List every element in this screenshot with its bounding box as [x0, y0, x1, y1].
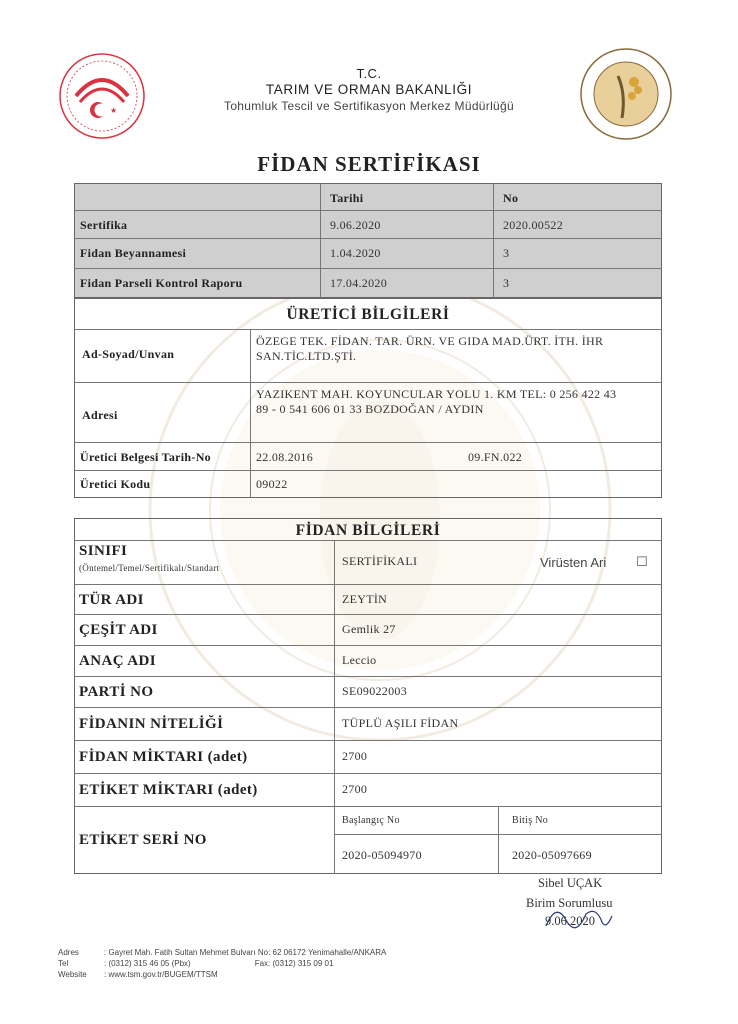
producer-code-value: 09022: [256, 477, 288, 491]
producer-name-line1: ÖZEGE TEK. FİDAN. TAR. ÜRN. VE GIDA MAD.ÜRT. İTH. İHR: [256, 334, 604, 348]
producer-section-title: ÜRETİCİ BİLGİLERİ: [286, 306, 450, 323]
lot-no-label: PARTİ NO: [79, 684, 154, 700]
footer-address: : Gayret Mah. Fatih Sultan Mehmet Bulvarı No: 62 06172 Yenimahalle/ANKARA: [104, 948, 387, 957]
sapling-quantity-label: FİDAN MİKTARI (adet): [79, 749, 248, 765]
row-declaration-label: Fidan Beyannamesi: [80, 246, 187, 260]
species-value: ZEYTİN: [342, 592, 388, 606]
footer-website[interactable]: : www.tsm.gov.tr/BUGEM/TTSM: [104, 970, 218, 979]
quality-label: FİDANIN NİTELİĞİ: [79, 716, 224, 732]
variety-label: ÇEŞİT ADI: [79, 622, 158, 638]
label-quantity-label: ETİKET MİKTARI (adet): [79, 782, 258, 798]
species-label: TÜR ADI: [79, 592, 144, 608]
footer-fax: Fax: (0312) 315 09 01: [254, 959, 334, 968]
signatory-title: Birim Sorumlusu: [526, 896, 613, 910]
col-no-header: No: [503, 191, 519, 205]
producer-cert-label: Üretici Belgesi Tarih-No: [80, 450, 211, 464]
quality-value: TÜPLÜ AŞILI FİDAN: [342, 716, 459, 730]
producer-address-line2: 89 - 0 541 606 01 33 BOZDOĞAN / AYDIN: [256, 402, 484, 416]
handwritten-signature: [540, 896, 620, 936]
svg-text:★: ★: [110, 106, 118, 115]
row-certificate-no: 2020.00522: [503, 218, 563, 232]
row-declaration-date: 1.04.2020: [330, 246, 381, 260]
producer-code-label: Üretici Kodu: [80, 477, 151, 491]
footer-address-key: Adres: [58, 948, 79, 957]
producer-name-line2: SAN.TİC.LTD.ŞTİ.: [256, 349, 357, 363]
variety-value: Gemlik 27: [342, 622, 396, 636]
label-quantity-value: 2700: [342, 782, 368, 796]
serial-no-label: ETİKET SERİ NO: [79, 832, 207, 848]
serial-start-label: Başlangıç No: [342, 815, 400, 826]
sapling-section-title: FİDAN BİLGİLERİ: [295, 522, 441, 539]
virus-free-label: Virüsten Ari: [540, 555, 607, 570]
document-title: FİDAN SERTİFİKASI: [257, 152, 481, 176]
class-label: SINIFI: [79, 543, 128, 559]
row-declaration-no: 3: [503, 246, 510, 260]
lot-no-value: SE09022003: [342, 684, 408, 698]
rootstock-value: Leccio: [342, 653, 377, 667]
row-certificate-date: 9.06.2020: [330, 218, 381, 232]
footer-web-key: Website: [58, 970, 87, 979]
header-directorate: Tohumluk Tescil ve Sertifikasyon Merkez Müdürlüğü: [224, 99, 514, 113]
row-parcel-report-date: 17.04.2020: [330, 276, 387, 290]
serial-end-value: 2020-05097669: [512, 848, 592, 862]
serial-start-value: 2020-05094970: [342, 848, 422, 862]
class-value: SERTİFİKALI: [342, 554, 418, 568]
producer-address-line1: YAZIKENT MAH. KOYUNCULAR YOLU 1. KM TEL: 0 256 422 43: [256, 387, 617, 401]
producer-cert-date: 22.08.2016: [256, 450, 313, 464]
footer-tel: : (0312) 315 46 05 (Pbx): [104, 959, 191, 968]
footer-tel-key: Tel: [58, 959, 69, 968]
rootstock-label: ANAÇ ADI: [79, 653, 156, 669]
row-certificate-label: Sertifika: [80, 218, 128, 232]
producer-address-label: Adresi: [82, 408, 118, 422]
producer-cert-no: 09.FN.022: [468, 450, 523, 464]
header-tc: T.C.: [356, 66, 382, 81]
sapling-quantity-value: 2700: [342, 749, 368, 763]
col-date-header: Tarihi: [330, 191, 364, 205]
class-sublabel: (Öntemel/Temel/Sertifikalı/Standart: [79, 563, 220, 573]
producer-name-label: Ad-Soyad/Unvan: [82, 347, 175, 361]
row-parcel-report-no: 3: [503, 276, 510, 290]
serial-end-label: Bitiş No: [512, 815, 549, 826]
virus-free-checkbox[interactable]: ☐: [636, 554, 648, 569]
row-parcel-report-label: Fidan Parseli Kontrol Raporu: [80, 276, 243, 290]
signatory-name: Sibel UÇAK: [538, 876, 603, 890]
header-ministry: TARIM VE ORMAN BAKANLIĞI: [265, 82, 473, 97]
signature-date: 9.06.2020: [545, 914, 595, 928]
footer-contact: [58, 947, 386, 980]
